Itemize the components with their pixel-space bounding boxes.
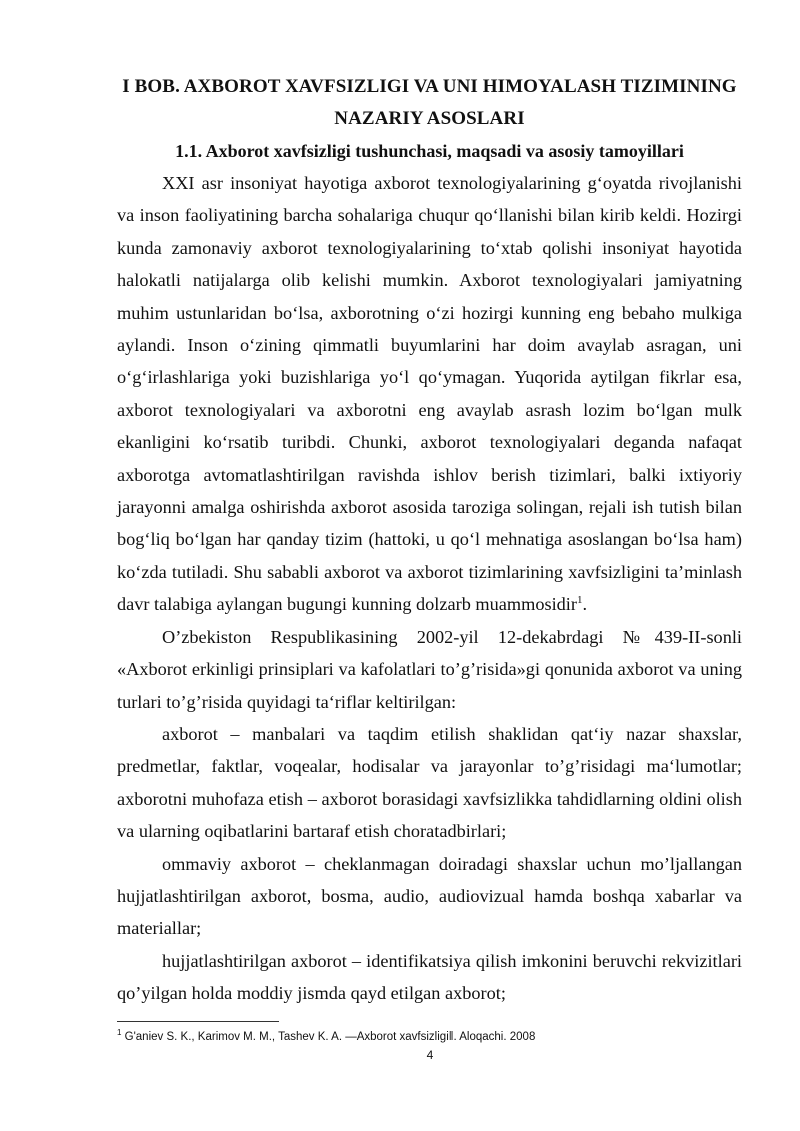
chapter-title-line1: I BOB. AXBOROT XAVFSIZLIGI VA UNI HIMOYALASH TIZIMINING: [122, 76, 737, 97]
footnote-text: G'aniev S. K., Karimov M. M., Tashev K. A. ―Axborot xavfsizligi‖. Aloqachi. 2008: [121, 1031, 536, 1043]
paragraph-3: axborot – manbalari va taqdim etilish shaklidan qat‘iy nazar shaxslar, predmetlar, faktlar, voqealar, hodisalar va jarayonlar to’g’risidagi ma‘lumotlar; axborotni muhofaza etish – axborot borasidagi xavfsizlikka tahdidlarning oldini olish va ularning oqibatlarini bartaraf etish choratadbirlari;: [117, 723, 742, 842]
chapter-title-line2: NAZARIY ASOSLARI: [334, 108, 525, 129]
paragraph-1: [117, 167, 742, 621]
footnote-mark: 1: [117, 1028, 122, 1038]
paragraph-2: O’zbekiston Respublikasining 2002-yil 12-dekabrdagi №439-II-sonli «Axborot erkinligi prinsiplari va kafolatlari to’g’risida»gi qonunida axborot va uning turlari to’g’risida quyidagi ta‘riflar keltirilgan:: [117, 626, 742, 712]
page-content: [117, 71, 742, 1010]
footnote-divider: [117, 1021, 279, 1022]
footnote: [117, 1030, 742, 1044]
paragraph-1-text: XXI asr insoniyat hayotiga axborot texnologiyalarining g‘oyatda rivojlanishi va inson faoliyatining barcha sohalariga chuqur qo‘llanishi bilan kirib keldi. Hozirgi kunda zamonaviy axborot texnologiyalarining to‘xtab qolishi insoniyat hayotida halokatli natijalarga olib kelishi mumkin. Axborot texnologiyalari jamiyatning muhim ustunlaridan bo‘lsa, axborotning o‘zi hozirgi kunning eng bebaho mulkiga aylandi. Inson o‘zining qimmatli buyumlarini har doim avaylab asragan, uni o‘g‘irlashlariga yoki buzishlariga yo‘l qo‘ymagan. Yuqorida aytilgan fikrlar esa, axborot texnologiyalari va axborotni eng avaylab asrash lozim bo‘lgan mulk ekanligini ko‘rsatib turibdi. Chunki, axborot texnologiyalari deganda nafaqat axborotga avtomatlashtirilgan ravishda ishlov berish tizimlari, balki ixtiyoriy jarayonni amalga oshirishda axborot asosida taroziga solingan, rejali ish tutish bilan bog‘liq bo‘lgan har qanday tizim (hattoki, u qo‘l mehnatiga asoslangan bo‘lsa ham) ko‘zda tutiladi. Shu sababli axborot va axborot tizimlarining xavfsizligini ta’minlash davr talabiga aylangan bugungi kunning dolzarb muammosidir: [117, 173, 742, 615]
footnote-reference[interactable]: 1: [576, 594, 583, 607]
paragraph-4: ommaviy axborot – cheklanmagan doiradagi shaxslar uchun mo’ljallangan hujjatlashtirilgan axborot, bosma, audio, audiovizual hamda boshqa xabarlar va materiallar;: [117, 853, 742, 939]
paragraph-5: hujjatlashtirilgan axborot – identifikatsiya qilish imkonini beruvchi rekvizitlari qo’yilgan holda moddiy jismda qayd etilgan axborot;: [117, 950, 742, 1004]
section-title: 1.1. Axborot xavfsizligi tushunchasi, maqsadi va asosiy tamoyillari: [175, 141, 684, 161]
page-number: 4: [426, 1048, 434, 1062]
paragraph-1-end: .: [582, 594, 588, 615]
chapter-title: [117, 71, 742, 135]
